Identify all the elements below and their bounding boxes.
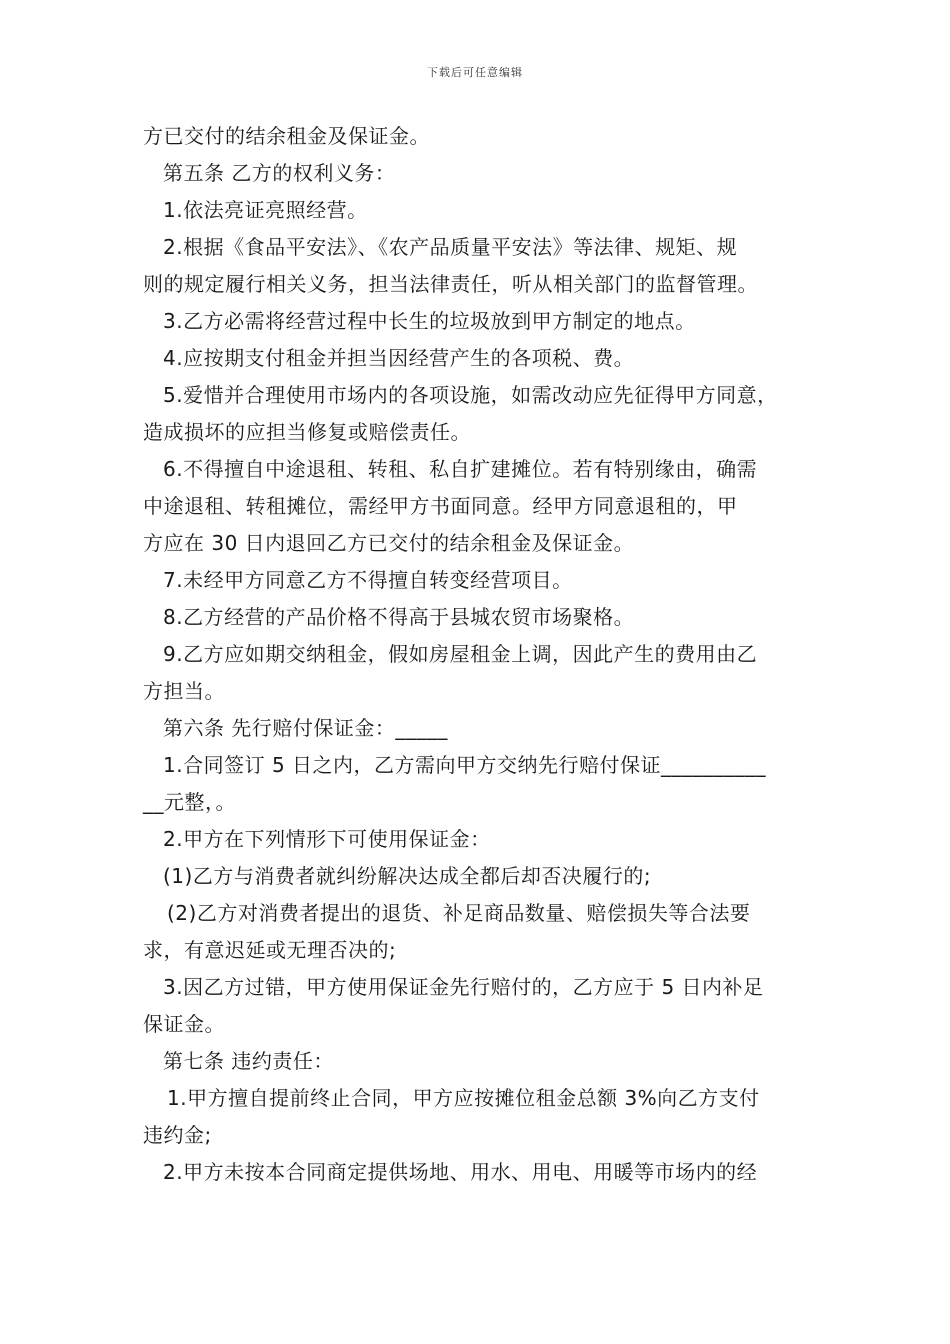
text-line: 3.乙方必需将经营过程中长生的垃圾放到甲方制定的地点。 — [163, 309, 696, 333]
text-line: 中途退租、转租摊位，需经甲方书面同意。经甲方同意退租的，甲 — [143, 494, 738, 518]
article-heading: 第六条 先行赔付保证金：_____ — [163, 716, 448, 740]
page-header-note: 下载后可任意编辑 — [427, 66, 523, 79]
text-line: 2.甲方在下列情形下可使用保证金： — [163, 827, 491, 851]
text-line: 违约金; — [143, 1123, 212, 1147]
text-line: 7.未经甲方同意乙方不得擅自转变经营项目。 — [163, 568, 573, 592]
text-line: 6.不得擅自中途退租、转租、私自扩建摊位。若有特别缘由，确需 — [163, 457, 758, 481]
article-heading: 第七条 违约责任： — [163, 1049, 334, 1073]
text-line: 方已交付的结余租金及保证金。 — [143, 124, 430, 148]
text-line: 4.应按期支付租金并担当因经营产生的各项税、费。 — [163, 346, 635, 370]
text-line: 1.合同签订 5 日之内，乙方需向甲方交纳先行赔付保证__________ — [163, 753, 767, 777]
text-line: 1.依法亮证亮照经营。 — [163, 198, 368, 222]
text-line: 造成损坏的应担当修复或赔偿责任。 — [143, 420, 471, 444]
text-line: 1.甲方擅自提前终止合同，甲方应按摊位租金总额 3%向乙方支付 — [167, 1086, 760, 1110]
text-line: 2.甲方未按本合同商定提供场地、用水、用电、用暖等市场内的经 — [163, 1160, 758, 1184]
text-line: 9.乙方应如期交纳租金，假如房屋租金上调，因此产生的费用由乙 — [163, 642, 758, 666]
article-heading: 第五条 乙方的权利义务： — [163, 161, 396, 185]
text-line: 则的规定履行相关义务，担当法律责任，听从相关部门的监督管理。 — [143, 272, 758, 296]
text-line: 5.爱惜并合理使用市场内的各项设施，如需改动应先征得甲方同意， — [163, 383, 778, 407]
text-line: 方担当。 — [143, 679, 225, 703]
text-line: 8.乙方经营的产品价格不得高于县城农贸市场聚格。 — [163, 605, 635, 629]
text-line: (1)乙方与消费者就纠纷解决达成全都后却否决履行的; — [163, 864, 652, 888]
text-line: (2)乙方对消费者提出的退货、补足商品数量、赔偿损失等合法要 — [167, 901, 751, 925]
text-line: 求，有意迟延或无理否决的; — [143, 938, 397, 962]
text-line: 2.根据《食品平安法》、《农产品质量平安法》等法律、规矩、规 — [163, 235, 738, 259]
document-body — [143, 118, 823, 1191]
text-line: 保证金。 — [143, 1012, 225, 1036]
text-line: 方应在 30 日内退回乙方已交付的结余租金及保证金。 — [143, 531, 635, 555]
text-line: 3.因乙方过错，甲方使用保证金先行赔付的，乙方应于 5 日内补足 — [163, 975, 764, 999]
text-line: __元整，。 — [143, 790, 236, 814]
